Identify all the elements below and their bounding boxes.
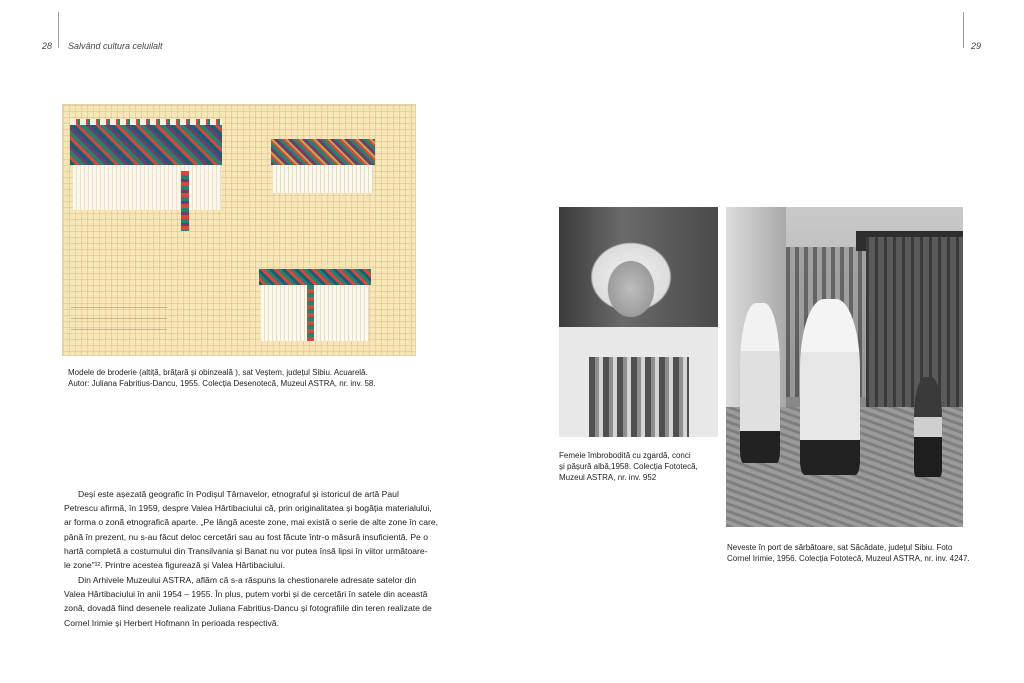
caption-line: Modele de broderie (altiță, brățară și obinzeală ), sat Veștem, județul Sibiu. Acuarelă. [68,368,368,377]
body-paragraph-1 [64,487,439,572]
caption-line: Femeie îmbrobodită cu zgardă, conci [559,451,691,460]
body-line: ar forma o zonă etnografică aparte. „Pe lângă aceste zone, mai există o serie de alte zone în care, [64,517,439,528]
embroidery-fringe [73,165,221,210]
caption-line: Neveste în port de sărbătoare, sat Săcădate, județul Sibiu. Foto [727,543,953,552]
festive-costume-group-photo [726,207,963,527]
caption-line: și pășură albă,1958. Colecția Fototecă, [559,462,698,471]
embroidery-vertical-stripe [307,285,314,341]
left-page-number: 28 [42,41,53,51]
body-line: Valea Hârtibaciului în anii 1954 – 1955. În plus, putem vorbi și de cercetări în satele din această [64,589,428,600]
caption-line: Autor: Juliana Fabritius-Dancu, 1955. Colecția Desenotecă, Muzeul ASTRA, nr. inv. 58. [68,379,376,388]
embroidery-watercolor-image [62,104,416,356]
portrait-caption [559,450,698,483]
woman-portrait-photo [559,207,718,437]
caption-line: Muzeul ASTRA, nr. inv. 952 [559,473,657,482]
embroidery-vertical-stripe [181,171,189,231]
handwritten-note [71,297,167,337]
left-header-rule [58,12,59,48]
woman-figure [800,299,860,475]
right-page-number: 29 [971,41,982,51]
body-line: Deși este așezată geografic în Podișul Târnavelor, etnograful și istoricul de artă Paul [78,489,399,499]
body-line: le zone”¹². Printre acestea figurează și Valea Hârtibaciului. [64,560,285,571]
embroidered-vest [589,357,689,437]
child-figure [914,377,942,477]
body-line: Din Arhivele Muzeului ASTRA, aflăm că s-a răspuns la chestionarele adresate satelor din [78,575,417,585]
body-line: Petrescu afirmă, în 1959, despre Valea Hârtibaciului că, prin originalitatea și bogăția materialului, [64,503,432,514]
caption-line: Cornel Irimie, 1956. Colecția Fototecă, Muzeul ASTRA, nr. inv. 4247. [727,554,970,563]
embroidery-fringe [261,285,369,341]
woman-figure [740,303,780,463]
watercolor-caption [68,367,376,389]
running-title: Salvând cultura celuilalt [68,41,163,51]
body-line: Cornel Irimie și Herbert Hofmann în perioada respectivă. [64,617,279,628]
embroidery-band-bratara [271,139,375,165]
body-line: hartă completă a costumului din Transilvania și Banat nu vor putea însă lipsi în viitor următoare- [64,545,428,556]
embroidery-band-altita [70,125,222,165]
group-photo-caption [727,542,970,564]
embroidery-band-obinzeala [259,269,371,285]
body-line: până în prezent, nu s-au făcut deloc cercetări sau au fost făcute într-o măsură insuficientă. Pe o [64,531,429,542]
right-header-rule [963,12,964,48]
body-paragraph-2 [64,573,432,630]
wooden-shed [866,237,963,407]
body-line: zonă, dovadă fiind desenele realizate Juliana Fabritius-Dancu și fotografiile din teren realizate de [64,603,432,614]
embroidery-fringe [273,165,373,193]
